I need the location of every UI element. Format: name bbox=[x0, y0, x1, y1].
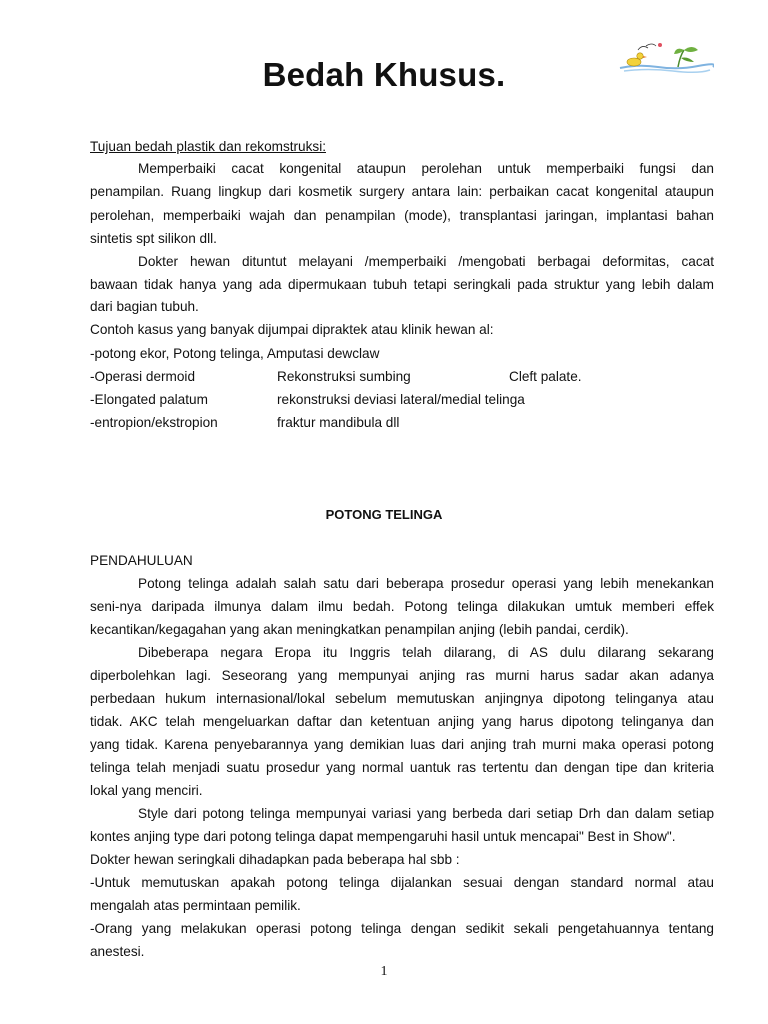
paragraph-line: telinga telah menjadi suatu prosedur yang normal uantuk ras tertentu dan dengan tipe dan kriteria bbox=[90, 760, 714, 775]
paragraph-line: -Orang yang melakukan operasi potong telinga dengan sedikit sekali pengetahuannya tentang bbox=[90, 921, 714, 936]
cases-table-row bbox=[90, 392, 714, 408]
section-title-potong-telinga: POTONG TELINGA bbox=[325, 507, 443, 522]
paragraph-line: anestesi. bbox=[90, 944, 145, 959]
page-number: 1 bbox=[380, 964, 388, 979]
cases-table-row bbox=[90, 415, 714, 431]
cases-cell: -Elongated palatum bbox=[90, 392, 208, 407]
paragraph-line: sintetis spt silikon dll. bbox=[90, 231, 217, 246]
paragraph-line: seni-nya daripada ilmunya dalam ilmu bedah. Potong telinga dilakukan umtuk memberi effek bbox=[90, 599, 714, 614]
paragraph-line: -Untuk memutuskan apakah potong telinga dijalankan sesuai dengan standard normal atau bbox=[90, 875, 714, 890]
paragraph-line: perolehan, memperbaiki wajah dan penampilan (mode), transplantasi jaringan, implantasi bahan bbox=[90, 208, 714, 223]
cases-cell: -entropion/ekstropion bbox=[90, 415, 218, 430]
paragraph-line: Dibeberapa negara Eropa itu Inggris telah dilarang, di AS dulu dilarang sekarang bbox=[138, 645, 714, 660]
paragraph-line: penampilan. Ruang lingkup dari kosmetik surgery antara lain: perbaikan cacat kongenital ataupun bbox=[90, 184, 714, 199]
cases-table-row bbox=[90, 369, 714, 385]
paragraph-line: Dokter hewan dituntut melayani /memperbaiki /mengobati berbagai deformitas, cacat bbox=[138, 254, 714, 269]
duck-and-plant-clipart-icon bbox=[618, 40, 714, 74]
paragraph-line: bawaan tidak hanya yang ada dipermukaan tubuh tetapi seringkali pada struktur yang lebih dalam bbox=[90, 277, 714, 292]
paragraph-line: perbedaan hukum internasional/lokal sebelum memutuskan anjingnya dipotong telinganya atau bbox=[90, 691, 714, 706]
paragraph-line: Memperbaiki cacat kongenital ataupun perolehan untuk memperbaiki fungsi dan bbox=[138, 161, 714, 176]
paragraph-line: Style dari potong telinga mempunyai variasi yang berbeda dari setiap Drh dan dalam setiap bbox=[138, 806, 714, 821]
paragraph-line: dari bagian tubuh. bbox=[90, 299, 199, 314]
section-heading: Tujuan bedah plastik dan rekomstruksi: bbox=[90, 139, 326, 154]
subheading-pendahuluan: PENDAHULUAN bbox=[90, 553, 193, 568]
paragraph-line: Dokter hewan seringkali dihadapkan pada beberapa hal sbb : bbox=[90, 852, 460, 867]
paragraph-line: Potong telinga adalah salah satu dari beberapa prosedur operasi yang lebih menekankan bbox=[138, 576, 714, 591]
paragraph-line: yang tidak. Karena penyebarannya yang demikian luas dari anjing trah murni maka operasi potong bbox=[90, 737, 714, 752]
paragraph-line: diperbolehkan lagi. Seseorang yang mempunyai anjing ras murni harus sadar akan adanya bbox=[90, 668, 714, 683]
paragraph-line: mengalah atas permintaan pemilik. bbox=[90, 898, 301, 913]
cases-cell: Cleft palate. bbox=[509, 369, 582, 384]
paragraph-line: lokal yang menciri. bbox=[90, 783, 203, 798]
cases-cell: Rekonstruksi sumbing bbox=[277, 369, 411, 384]
cases-cell: -Operasi dermoid bbox=[90, 369, 196, 384]
cases-list-item: -potong ekor, Potong telinga, Amputasi dewclaw bbox=[90, 346, 380, 361]
paragraph-line: kecantikan/kegagahan yang akan meningkatkan penampilan anjing (lebih pandai, cerdik). bbox=[90, 622, 629, 637]
page-title: Bedah Khusus. bbox=[262, 56, 506, 93]
cases-intro: Contoh kasus yang banyak dijumpai dipraktek atau klinik hewan al: bbox=[90, 322, 494, 337]
cases-cell: fraktur mandibula dll bbox=[277, 415, 400, 430]
paragraph-line: tidak. AKC telah mengeluarkan daftar dan ketentuan anjing yang harus dipotong telinganya dan bbox=[90, 714, 714, 729]
paragraph-line: kontes anjing type dari potong telinga dapat mempengaruhi hasil untuk mencapai" Best in Show". bbox=[90, 829, 676, 844]
cases-cell: rekonstruksi deviasi lateral/medial telinga bbox=[277, 392, 525, 407]
